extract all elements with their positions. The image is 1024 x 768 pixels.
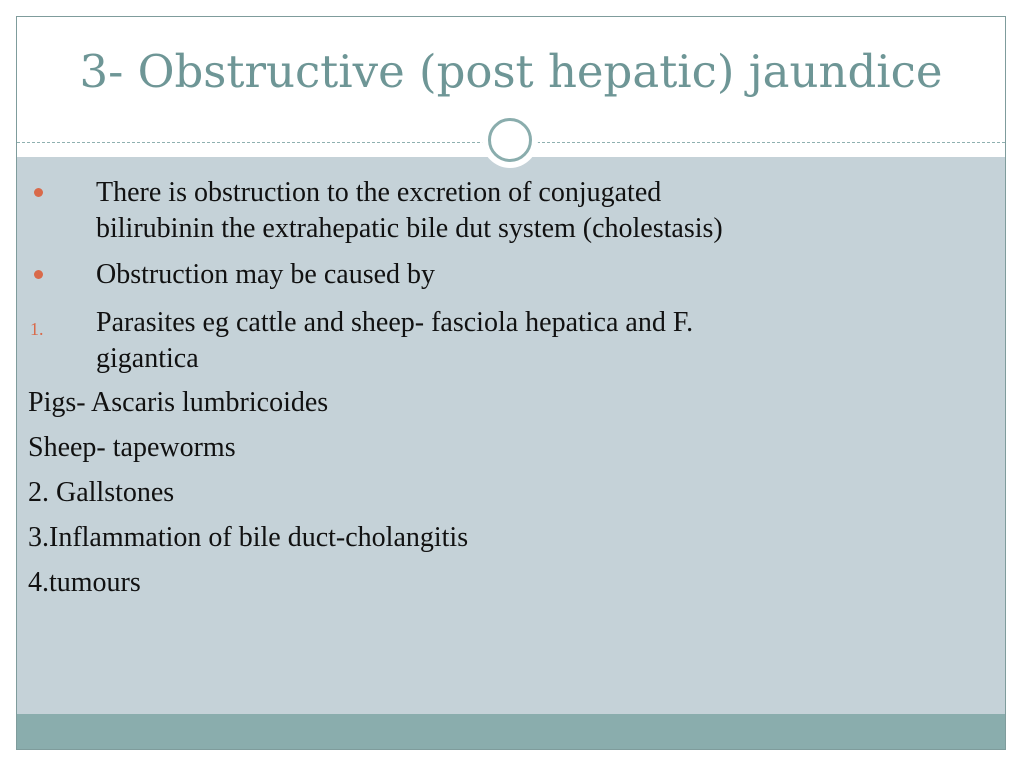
slide-title: 3- Obstructive (post hepatic) jaundice: [79, 45, 943, 98]
bullet-text-line-1: There is obstruction to the excretion of conjugated: [96, 177, 662, 208]
numbered-marker: 1.: [30, 319, 44, 339]
slide: [16, 16, 1006, 750]
numbered-text-line-2: gigantica: [96, 343, 199, 374]
bullet-dot-icon: [34, 188, 43, 197]
bottom-bar: [17, 714, 1005, 749]
bullet-text-line-2: bilirubinin the extrahepatic bile dut system (cholestasis): [96, 213, 723, 244]
plain-line-2: Sheep- tapeworms: [28, 432, 236, 463]
numbered-text-line-1: Parasites eg cattle and sheep- fasciola hepatica and F.: [96, 307, 694, 338]
bullet-dot-icon: [34, 270, 43, 279]
plain-line-1: Pigs- Ascaris lumbricoides: [28, 387, 329, 418]
circle-ring: [488, 118, 532, 162]
plain-line-5: 4.tumours: [28, 567, 141, 598]
plain-line-4: 3.Inflammation of bile duct-cholangitis: [28, 522, 469, 553]
circle-ornament-icon: [484, 114, 536, 166]
plain-line-3: 2. Gallstones: [28, 477, 175, 508]
bullet-text: Obstruction may be caused by: [96, 259, 436, 290]
